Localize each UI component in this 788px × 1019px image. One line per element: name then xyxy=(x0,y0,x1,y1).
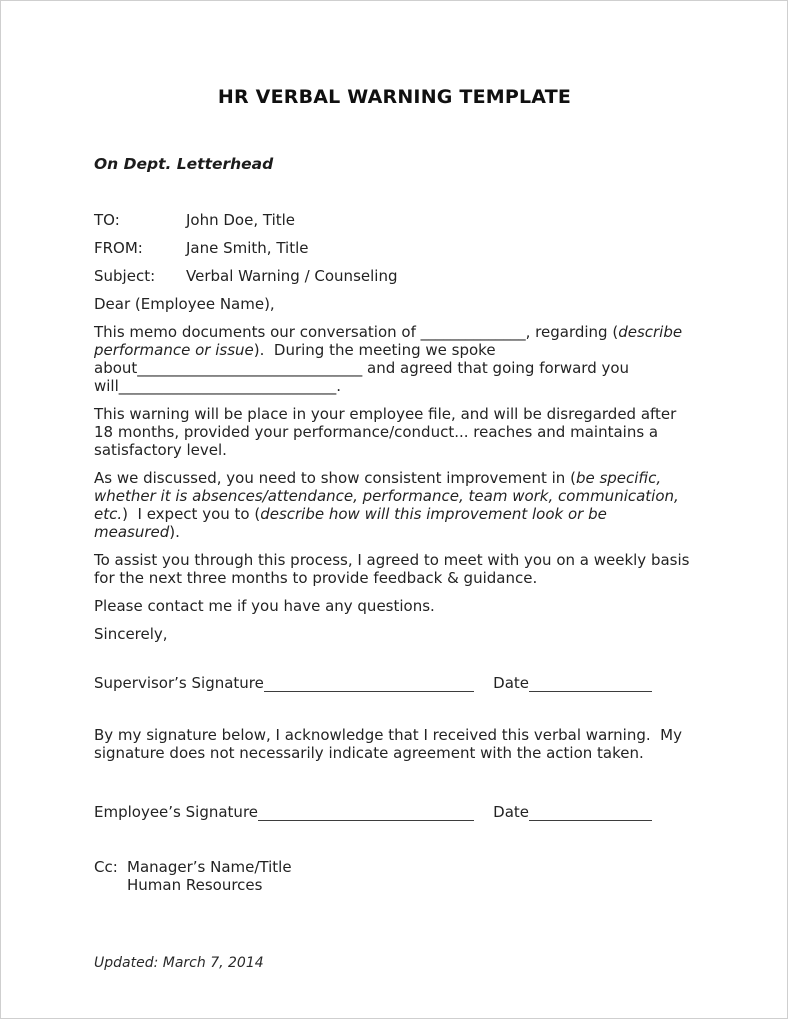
from-label: FROM: xyxy=(94,239,143,257)
page-content xyxy=(1,85,787,972)
subject-label: Subject: xyxy=(94,267,156,285)
paragraph-contact: Please contact me if you have any questions. xyxy=(94,597,435,615)
paragraph-acknowledgement: By my signature below, I acknowledge that I received this verbal warning. My signature does not necessarily indicate agreement with the action taken. xyxy=(94,726,687,762)
cc-block xyxy=(94,858,695,894)
supervisor-signature-row xyxy=(94,674,695,692)
header-fields xyxy=(94,211,695,285)
cc-lines xyxy=(127,858,292,894)
text-segment: ). xyxy=(169,523,180,541)
document-title: HR VERBAL WARNING TEMPLATE xyxy=(217,86,572,108)
supervisor-signature-line xyxy=(264,679,474,692)
paragraph-signoff: Sincerely, xyxy=(94,625,168,643)
italic-text-segment: describe how will this improvement look or be measured xyxy=(94,505,612,541)
header-field-row-from xyxy=(94,239,695,257)
employee-signature-label: Employee’s Signature xyxy=(94,803,259,821)
paragraph-memo xyxy=(94,323,695,395)
text-segment: As we discussed, you need to show consistent improvement in ( xyxy=(94,469,576,487)
text-segment: ) I expect you to ( xyxy=(122,505,261,523)
supervisor-date-label: Date xyxy=(493,674,529,692)
to-value: John Doe, Title xyxy=(186,211,296,229)
from-value: Jane Smith, Title xyxy=(186,239,309,257)
employee-date-line xyxy=(529,808,652,821)
italic-text-segment: describe performance or issue xyxy=(94,323,687,359)
employee-signature-line xyxy=(258,808,474,821)
subject-value: Verbal Warning / Counseling xyxy=(186,267,398,285)
text-segment: This memo documents our conversation of ______________, regarding ( xyxy=(94,323,619,341)
employee-date-label: Date xyxy=(493,803,529,821)
text-segment: ). During the meeting we spoke about______________________________ and agreed that going forward you will_____________________________. xyxy=(94,341,634,395)
cc-line-manager: Manager’s Name/Title xyxy=(127,858,292,876)
cc-label: Cc: xyxy=(94,858,118,876)
to-label: TO: xyxy=(94,211,120,229)
cc-line-hr: Human Resources xyxy=(127,876,263,894)
supervisor-signature-label: Supervisor’s Signature xyxy=(94,674,264,692)
paragraph-warning-file: This warning will be place in your employee file, and will be disregarded after 18 months, provided your performance/conduct... reaches and maintains a satisfactory level. xyxy=(94,405,682,459)
supervisor-date-line xyxy=(529,679,652,692)
paragraph-improvement xyxy=(94,469,695,541)
letterhead-note: On Dept. Letterhead xyxy=(94,155,274,173)
updated-note: Updated: March 7, 2014 xyxy=(94,955,264,971)
italic-text-segment: be specific, whether it is absences/attendance, performance, team work, communication, etc. xyxy=(94,469,684,523)
header-field-row-to xyxy=(94,211,695,229)
header-field-row-subject xyxy=(94,267,695,285)
salutation: Dear (Employee Name), xyxy=(94,295,275,313)
employee-signature-row xyxy=(94,803,695,821)
paragraph-weekly-meetings: To assist you through this process, I agreed to meet with you on a weekly basis for the next three months to provide feedback & guidance. xyxy=(94,551,695,587)
